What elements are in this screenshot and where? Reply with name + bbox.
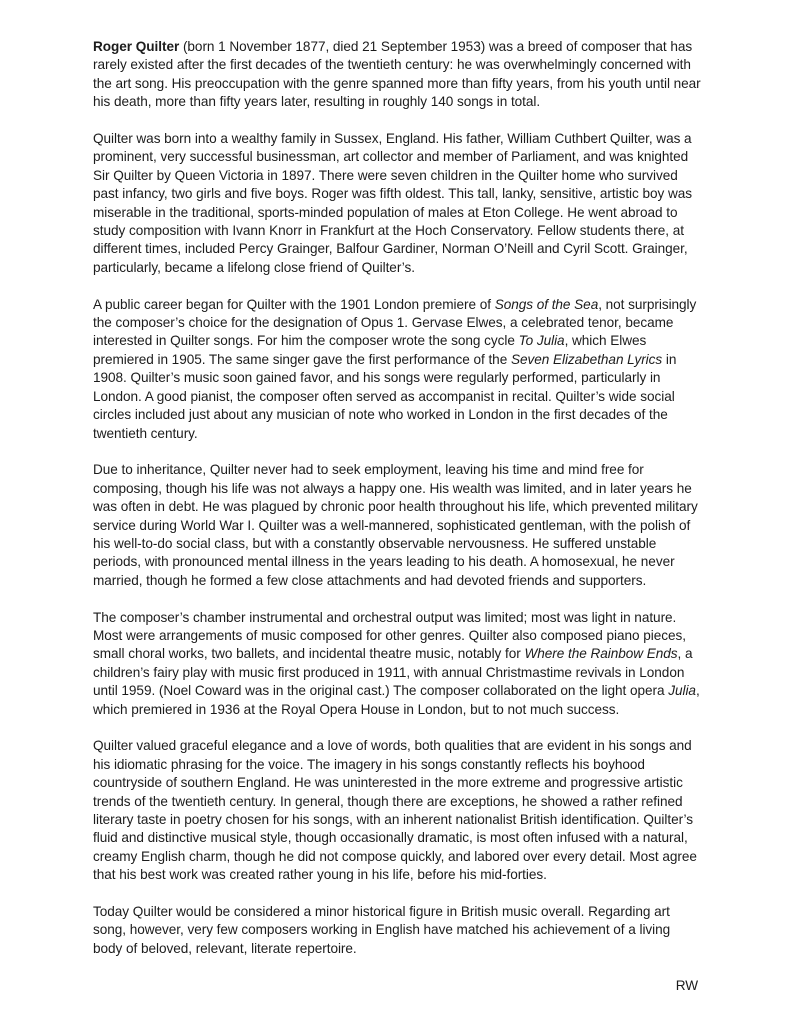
- paragraph-5: [93, 609, 701, 719]
- text-run-italic: Songs of the Sea: [494, 296, 599, 312]
- text-run: A public career began for Quilter with the 1901 London premiere of: [93, 296, 495, 312]
- paragraph-4: [93, 461, 701, 590]
- text-run-bold: Roger Quilter: [93, 39, 180, 54]
- text-run: , not surprisingly the composer’s choice for the designation of Opus 1. Gervase Elwes, a celebrated tenor, became interested in Quilter songs. For him the composer wrote the song cycle: [93, 296, 697, 349]
- text-run: , which Elwes premiered in 1905. The same singer gave the first performance of the: [93, 333, 647, 367]
- paragraph-3: [93, 296, 701, 443]
- paragraph-2: [93, 130, 701, 277]
- text-run: Quilter valued graceful elegance and a love of words, both qualities that are evident in his songs and his idiomatic phrasing for the voice. The imagery in his songs constantly reflects his boyhood countryside of southern England. He was uninterested in the more extreme and progressive artistic trends of the twentieth century. In general, though there are exceptions, he showed a rather refined literary taste in poetry chosen for his songs, with an inherent nationalist British identification. Quilter’s fluid and distinctive musical style, though occasionally dramatic, is most often infused with a natural, creamy English charm, though he did not compose quickly, and labored over every detail. Most agree that his best work was created rather young in his life, before his mid-forties.: [93, 738, 697, 883]
- text-run: Quilter was born into a wealthy family in Sussex, England. His father, William Cuthbert Quilter, was a prominent, very successful businessman, art collector and member of Parliament, and was knighted Sir Quilter by Queen Victoria in 1897. There were seven children in the Quilter home who survived past infancy, two girls and five boys. Roger was fifth oldest. This tall, lanky, sensitive, artistic boy was miserable in the traditional, sports-minded population of males at Eton College. He went abroad to study composition with Ivann Knorr in Frankfurt at the Hoch Conservatory. Fellow students there, at different times, included Percy Grainger, Balfour Gardiner, Norman O’Neill and Cyril Scott. Grainger, particularly, became a lifelong close friend of Quilter’s.: [93, 131, 693, 275]
- text-run-italic: To Julia: [518, 333, 565, 349]
- text-run: Today Quilter would be considered a minor historical figure in British music overall. Regarding art song, however, very few composers working in English have matched his achievement of a living body of beloved, relevant, literate repertoire.: [93, 904, 671, 956]
- document-body: [93, 38, 701, 995]
- text-run: The composer’s chamber instrumental and orchestral output was limited; most was light in nature. Most were arrangements of music composed for other genres. Quilter also composed piano pieces, small choral works, two ballets, and incidental theatre music, notably for: [93, 609, 686, 662]
- text-run-italic: Where the Rainbow Ends: [524, 646, 678, 662]
- author-initials: RW: [675, 977, 698, 993]
- paragraph-1: [93, 38, 701, 112]
- text-run: Due to inheritance, Quilter never had to seek employment, leaving his time and mind free for composing, though his life was not always a happy one. His wealth was limited, and in later years he was often in debt. He was plagued by chronic poor health throughout his life, which prevented military service during World War I. Quilter was a well-mannered, sophisticated gentleman, with the polish of his well-to-do social class, but with a constantly observable nervousness. He suffered unstable periods, with pronounced mental illness in the years leading to his death. A homosexual, he never married, though he formed a few close attachments and had devoted friends and supporters.: [93, 462, 698, 588]
- text-run: (born 1 November 1877, died 21 September 1953) was a breed of composer that has rarely existed after the first decades of the twentieth century: he was overwhelmingly concerned with the art song. His preoccupation with the genre spanned more than fifty years, from his youth until near his death, more than fifty years later, resulting in roughly 140 songs in total.: [93, 39, 701, 110]
- text-run-italic: Julia: [668, 683, 696, 699]
- text-run-italic: Seven Elizabethan Lyrics: [510, 351, 663, 367]
- paragraph-6: [93, 737, 701, 884]
- text-run: , which premiered in 1936 at the Royal Opera House in London, but to not much success.: [93, 683, 700, 717]
- text-run: in 1908. Quilter’s music soon gained favor, and his songs were regularly performed, particularly in London. A good pianist, the composer often served as accompanist in recital. Quilter’s wide social circles included just about any musician of note who worked in London in the first decades of the twentieth century.: [93, 351, 677, 441]
- text-run: , a children’s fairy play with music first produced in 1911, with annual Christmastime revivals in London until 1959. (Noel Coward was in the original cast.) The composer collaborated on the light opera: [93, 646, 693, 699]
- paragraph-7: [93, 903, 701, 958]
